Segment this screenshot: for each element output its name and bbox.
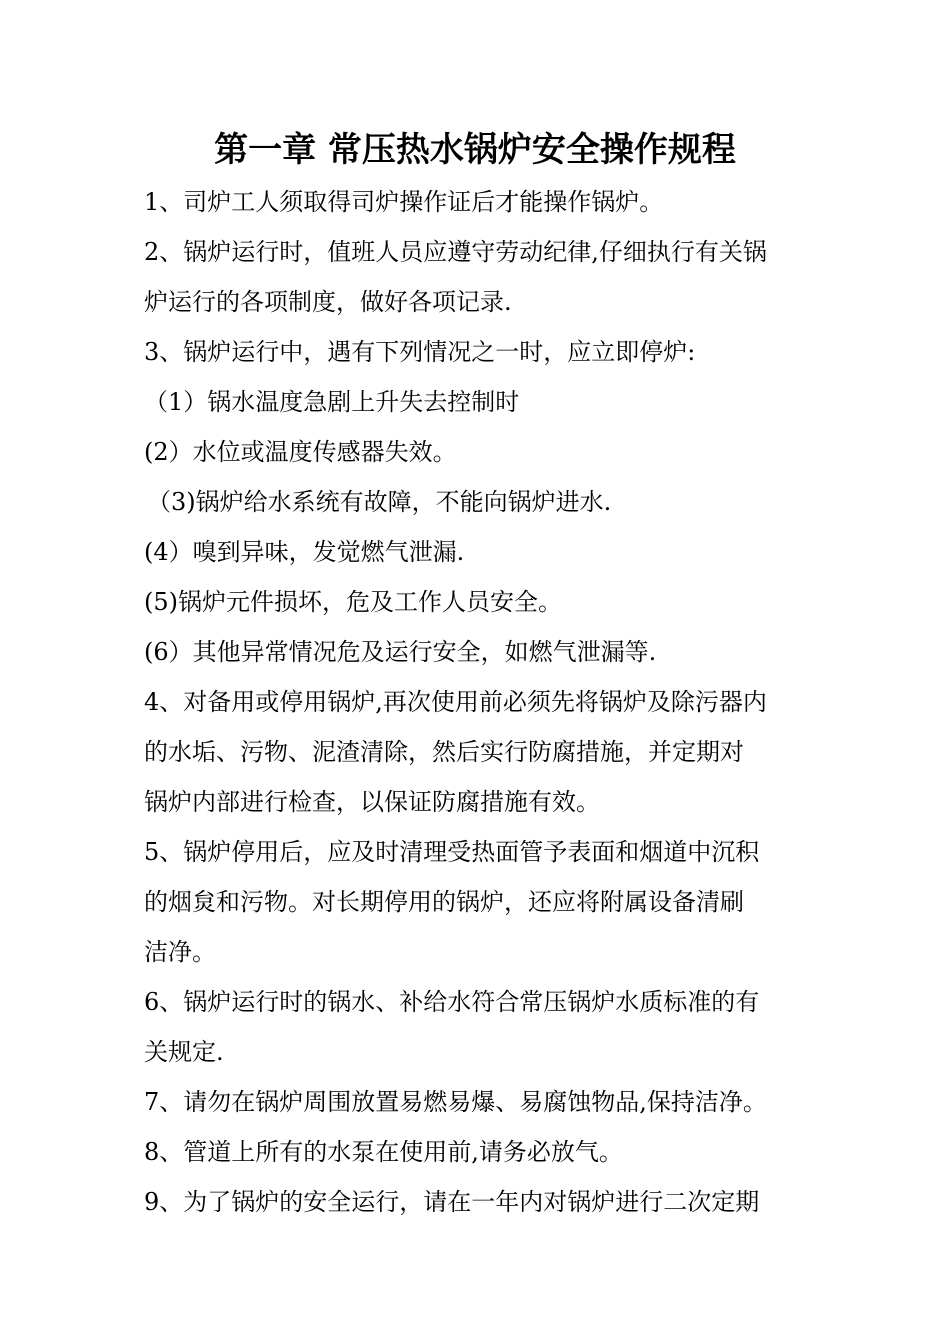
text-line-18: 关规定. xyxy=(144,1038,224,1066)
text-line-3: 炉运行的各项制度，做好各项记录. xyxy=(144,288,512,316)
text-line-15: 的烟炱和污物。对长期停用的锅炉，还应将附属设备清刷 xyxy=(144,888,744,916)
text-line-6: (2）水位或温度传感器失效。 xyxy=(144,438,457,466)
text-line-11: 4、对备用或停用锅炉,再次使用前必须先将锅炉及除污器内 xyxy=(144,688,767,716)
chapter-title: 第一章 常压热水锅炉安全操作规程 xyxy=(214,130,736,170)
text-line-4: 3、锅炉运行中，遇有下列情况之一时，应立即停炉: xyxy=(144,338,696,366)
text-line-13: 锅炉内部进行检查，以保证防腐措施有效。 xyxy=(144,788,600,816)
text-line-2: 2、锅炉运行时，值班人员应遵守劳动纪律,仔细执行有关锅 xyxy=(144,238,767,266)
text-line-10: (6）其他异常情况危及运行安全，如燃气泄漏等. xyxy=(144,638,657,666)
text-line-12: 的水垢、污物、泥渣清除，然后实行防腐措施，并定期对 xyxy=(144,738,744,766)
text-line-8: (4）嗅到异味，发觉燃气泄漏. xyxy=(144,538,465,566)
document-body xyxy=(144,177,812,1227)
text-line-5: （1）锅水温度急剧上升失去控制时 xyxy=(144,388,520,416)
text-line-1: 1、司炉工人须取得司炉操作证后才能操作锅炉。 xyxy=(144,188,664,216)
text-line-19: 7、请勿在锅炉周围放置易燃易爆、易腐蚀物品,保持洁净。 xyxy=(144,1088,767,1116)
text-line-9: (5)锅炉元件损坏，危及工作人员安全。 xyxy=(144,588,562,616)
text-line-14: 5、锅炉停用后，应及时清理受热面管予表面和烟道中沉积 xyxy=(144,838,760,866)
text-line-21: 9、为了锅炉的安全运行，请在一年内对锅炉进行二次定期 xyxy=(144,1188,760,1216)
text-line-16: 洁净。 xyxy=(144,938,216,966)
text-line-7: （3)锅炉给水系统有故障，不能向锅炉进水. xyxy=(147,488,612,516)
text-line-17: 6、锅炉运行时的锅水、补给水符合常压锅炉水质标准的有 xyxy=(144,988,760,1016)
text-line-20: 8、管道上所有的水泵在使用前,请务必放气。 xyxy=(144,1138,623,1166)
